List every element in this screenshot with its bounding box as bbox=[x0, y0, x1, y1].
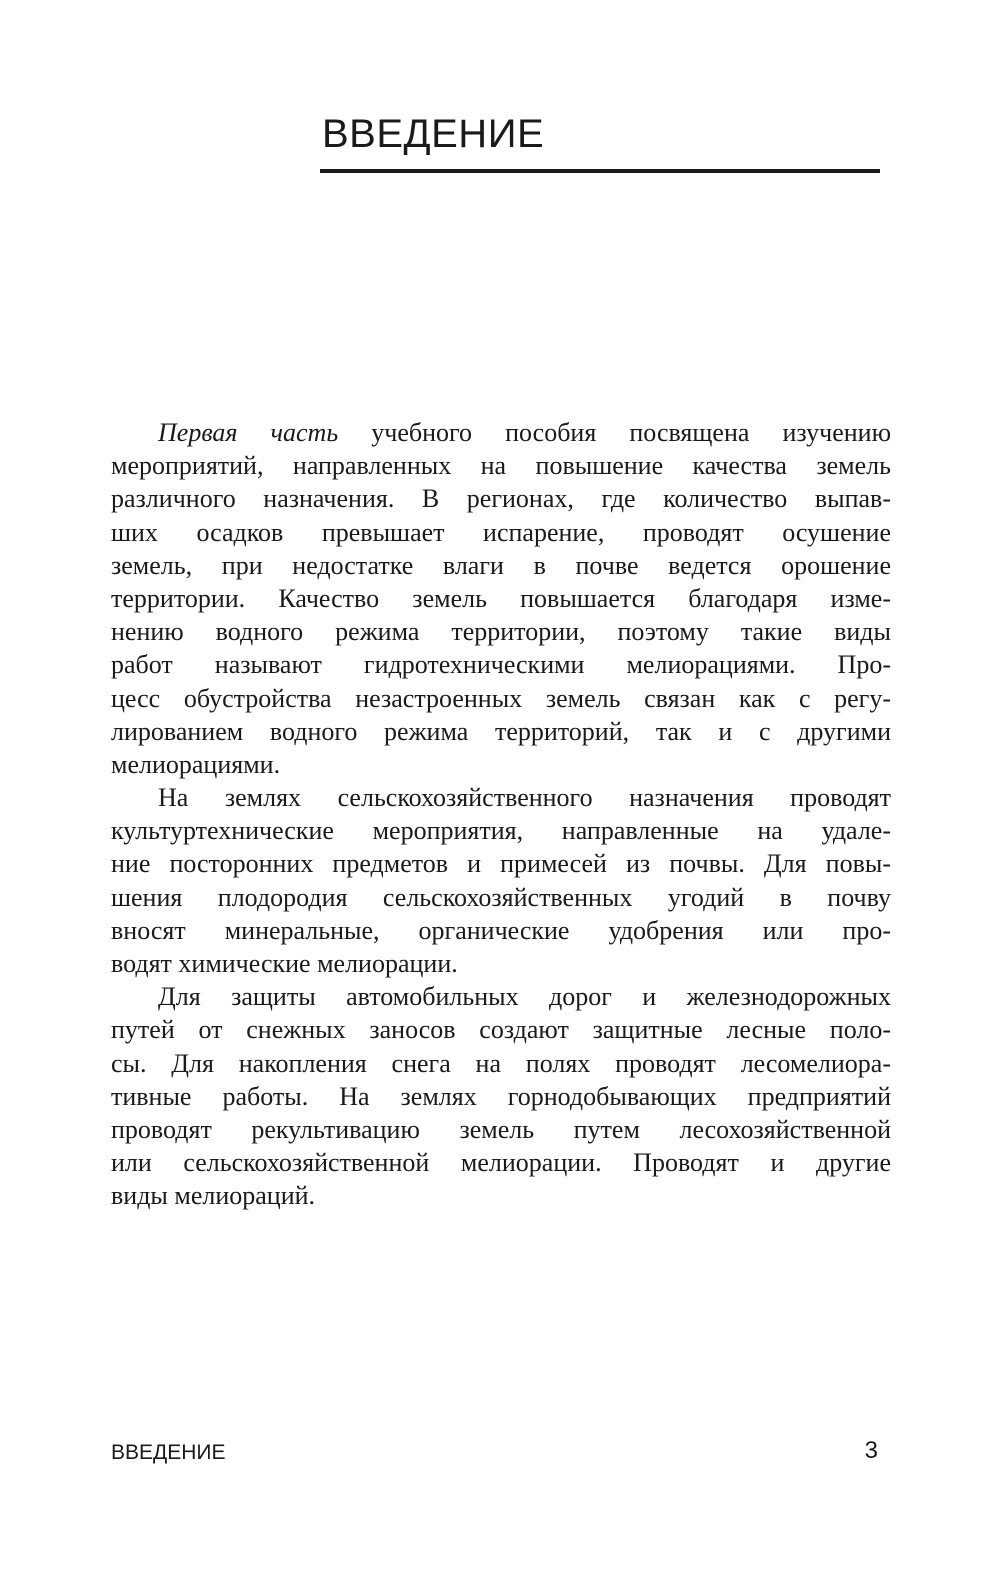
line-text: учебного пособия посвящена изучению bbox=[338, 418, 892, 447]
text-line: цесс обустройства незастроенных земель связан как с регу- bbox=[111, 683, 891, 713]
text-line: различного назначения. В регионах, где количество выпав- bbox=[111, 484, 891, 514]
emphasis-text: Первая часть bbox=[158, 418, 339, 447]
text-line: или сельскохозяйственной мелиорации. Проводят и другие bbox=[111, 1148, 891, 1178]
text-line: водят химические мелиорации. bbox=[111, 949, 458, 978]
text-line: ние посторонних предметов и примесей из почвы. Для повы- bbox=[111, 849, 891, 879]
text-line: лированием водного режима территорий, так и с другими bbox=[111, 716, 891, 746]
page-number: 3 bbox=[864, 1437, 878, 1464]
text-line: путей от снежных заносов создают защитные лесные поло- bbox=[111, 1015, 891, 1045]
text-line: культуртехнические мероприятия, направленные на удале- bbox=[111, 816, 891, 846]
text-line: мелиорациями. bbox=[111, 749, 281, 779]
title-rule bbox=[320, 169, 880, 173]
text-line: виды мелиораций. bbox=[111, 1181, 316, 1211]
text-line: вносят минеральные, органические удобрения или про- bbox=[111, 915, 891, 945]
text-line: работ называют гидротехническими мелиорациями. Про- bbox=[111, 650, 891, 680]
text-line: шения плодородия сельскохозяйственных угодий в почву bbox=[111, 882, 891, 912]
paragraph-3 bbox=[111, 980, 891, 1212]
text-line: проводят рекультивацию земель путем лесохозяйственной bbox=[111, 1114, 891, 1144]
body-text bbox=[111, 416, 891, 1213]
text-line: ших осадков превышает испарение, проводят осушение bbox=[111, 517, 891, 547]
chapter-title: ВВЕДЕНИЕ bbox=[322, 112, 545, 156]
paragraph-1 bbox=[111, 416, 891, 781]
running-footer-title: ВВЕДЕНИЕ bbox=[111, 1441, 226, 1464]
text-line: сы. Для накопления снега на полях проводят лесомелиора- bbox=[111, 1048, 891, 1078]
text-line bbox=[111, 416, 891, 449]
text-line: Для защиты автомобильных дорог и железнодорожных bbox=[158, 982, 891, 1012]
text-line: На землях сельскохозяйственного назначения проводят bbox=[158, 783, 891, 813]
paragraph-2 bbox=[111, 781, 891, 980]
text-line: территории. Качество земель повышается благодаря изме- bbox=[111, 583, 891, 613]
text-line: земель, при недостатке влаги в почве ведется орошение bbox=[111, 550, 891, 580]
text-line: тивные работы. На землях горнодобывающих предприятий bbox=[111, 1081, 891, 1111]
text-line: мероприятий, направленных на повышение качества земель bbox=[111, 451, 891, 481]
text-line: нению водного режима территории, поэтому такие виды bbox=[111, 617, 891, 647]
